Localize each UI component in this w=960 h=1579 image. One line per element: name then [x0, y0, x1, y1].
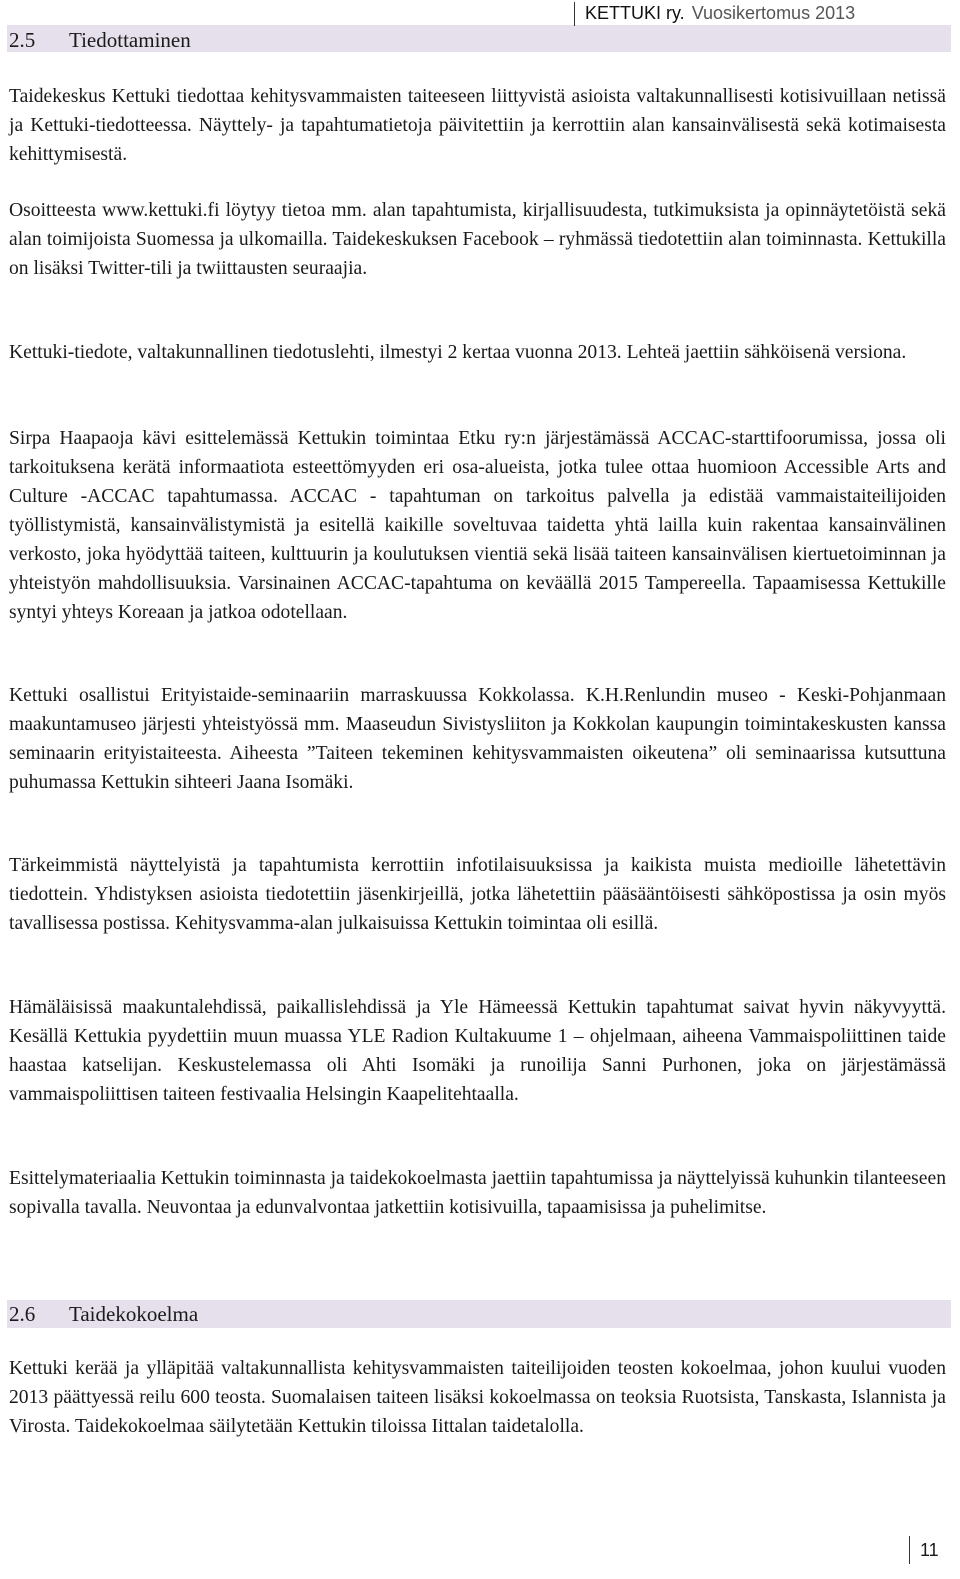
paragraph-block [9, 338, 946, 367]
running-header [574, 2, 855, 26]
paragraph: Kettuki kerää ja ylläpitää valtakunnallista kehitysvammaisten taiteilijoiden teosten kokoelmaa, johon kuului vuoden 2013 päättyessä reilu 600 teosta. Suomalaisen taiteen lisäksi kokoelmassa on teoksia Ruotsista, Tanskasta, Islannista ja Virosta. Taidekokoelmaa säilytetään Kettukin tiloissa Iittalan taidetalolla. [9, 1358, 946, 1437]
paragraph: Kettuki-tiedote, valtakunnallinen tiedotuslehti, ilmestyi 2 kertaa vuonna 2013. Lehteä jaettiin sähköisenä versiona. [9, 342, 907, 363]
section-title: Taidekokoelma [69, 1302, 199, 1326]
paragraph: Osoitteesta www.kettuki.fi löytyy tietoa mm. alan tapahtumista, kirjallisuudesta, tutkimuksista ja opinnäytetöistä sekä alan toimijoista Suomessa ja ulkomailla. Taidekeskuksen Facebook – ryhmässä tiedotettiin alan toiminnasta. Kettukilla on lisäksi Twitter-tili ja twiittausten seuraajia. [9, 200, 946, 279]
section-heading-2-6 [7, 1300, 951, 1328]
paragraph: Sirpa Haapaoja kävi esittelemässä Kettukin toimintaa Etku ry:n järjestämässä ACCAC-starttifoorumissa, jossa oli tarkoituksena kerätä informaatiota esteettömyyden eri osa-alueista, jotka tulee ottaa huomioon Accessible Arts and Culture -ACCAC tapahtumassa. ACCAC - tapahtuman on tarkoitus palvella ja edistää vammaistaiteilijoiden työllistymistä, kansainvälistymistä ja esitellä kaikille soveltuvaa taidetta yhtä lailla kuin rakentaa kansainvälinen verkosto, joka hyödyttää taiteen, kulttuurin ja koulutuksen vientiä sekä lisää taiteen kansainvälisen kiertuetoiminnan ja yhteistyön mahdollisuuksia. Varsinainen ACCAC-tapahtuma on keväällä 2015 Tampereella. Tapaamisessa Kettukille syntyi yhteys Koreaan ja jatkoa odotellaan. [9, 428, 946, 623]
paragraph-block [9, 681, 946, 797]
running-header-org: KETTUKI ry. [585, 3, 685, 23]
paragraph: Hämäläisissä maakuntalehdissä, paikallislehdissä ja Yle Hämeessä Kettukin tapahtumat saivat hyvin näkyvyyttä. Kesällä Kettukia pyydettiin muun muassa YLE Radion Kultakuume 1 – ohjelmaan, aiheena Vammaispoliittinen taide haastaa katselijan. Keskustelemassa oli Ahti Isomäki ja runoilija Sanni Purhonen, joka on järjestämässä vammaispoliittisen taiteen festivaalia Helsingin Kaapelitehtaalla. [9, 997, 946, 1105]
running-header-separator [685, 3, 692, 23]
paragraph-block [9, 851, 946, 938]
paragraph-block [9, 196, 946, 283]
section-number: 2.5 [9, 28, 36, 52]
section-number: 2.6 [9, 1302, 36, 1326]
paragraph: Kettuki osallistui Erityistaide-seminaariin marraskuussa Kokkolassa. K.H.Renlundin museo - Keski-Pohjanmaan maakuntamuseo järjesti yhteistyössä mm. Maaseudun Sivistysliiton ja Kokkolan kaupungin toimintakeskusten kanssa seminaarin erityistaiteesta. Aiheesta ”Taiteen tekeminen kehitysvammaisten oikeutena” oli seminaarissa kutsuttuna puhumassa Kettukin sihteeri Jaana Isomäki. [9, 685, 946, 793]
paragraph: Esittelymateriaalia Kettukin toiminnasta ja taidekokoelmasta jaettiin tapahtumissa ja näyttelyissä kuhunkin tilanteeseen sopivalla tavalla. Neuvontaa ja edunvalvontaa jatkettiin kotisivuilla, tapaamisissa ja puhelimitse. [9, 1168, 946, 1218]
paragraph-block [9, 1354, 946, 1441]
paragraph: Tärkeimmistä näyttelyistä ja tapahtumista kerrottiin infotilaisuuksissa ja kaikista muista medioille lähetettävin tiedottein. Yhdistyksen asioista tiedotettiin jäsenkirjeillä, jotka lähetettiin pääsääntöisesti sähköpostissa ja osin myös tavallisessa postissa. Kehitysvamma-alan julkaisuissa Kettukin toimintaa oli esillä. [9, 855, 946, 934]
paragraph-block [9, 424, 946, 627]
page-number: 11 [909, 1536, 960, 1564]
running-header-title: Vuosikertomus 2013 [691, 3, 856, 23]
section-heading-2-5 [7, 26, 951, 54]
section-title: Tiedottaminen [69, 28, 191, 52]
paragraph-block [9, 1164, 946, 1222]
paragraph-block [9, 82, 946, 169]
paragraph: Taidekeskus Kettuki tiedottaa kehitysvammaisten taiteeseen liittyvistä asioista valtakunnallisesti kotisivuillaan netissä ja Kettuki-tiedotteessa. Näyttely- ja tapahtumatietoja päivitettiin ja kerrottiin alan kansainvälisestä sekä kotimaisesta kehittymisestä. [9, 86, 946, 165]
paragraph-block [9, 993, 946, 1109]
